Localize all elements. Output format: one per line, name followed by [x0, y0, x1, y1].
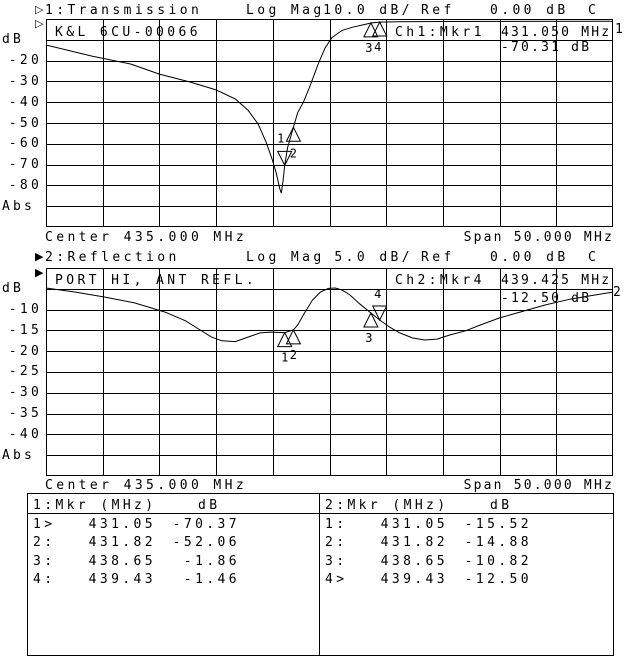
- chart1-ylabel: -40: [8, 95, 42, 110]
- marker-table-header: [320, 494, 613, 514]
- marker-freq: 431.82: [88, 535, 156, 551]
- chart2-annotation: PORT HI, ANT REFL.: [55, 273, 258, 288]
- chart1-scale-label: 10.0 dB/: [323, 3, 413, 18]
- chart2-ylabel: -20: [8, 344, 42, 359]
- marker-table-db-header: dB: [198, 498, 221, 513]
- marker-row: [28, 554, 319, 572]
- chart2-ylabel: -30: [8, 385, 42, 400]
- chart1-ylabel: dB: [2, 32, 25, 47]
- marker-db: -14.88: [464, 535, 532, 551]
- channel1-corner-indicator-icon: ▷: [35, 17, 44, 30]
- marker-3-label: 3: [365, 40, 373, 55]
- chart2-marker-frequency: 439.425 MHz: [501, 273, 612, 288]
- chart2-format-label: Log Mag: [246, 250, 325, 265]
- chart1-span: Span 50.000 MHz: [463, 230, 614, 245]
- marker-table-db-header: dB: [490, 498, 513, 513]
- channel2-header-indicator-icon: ▶: [35, 250, 44, 263]
- marker-id: 3:: [325, 553, 348, 569]
- chart1-title: 1:Transmission: [45, 3, 203, 18]
- chart2-ylabel: dB: [2, 281, 25, 296]
- chart2-channel-badge: 2: [613, 285, 621, 300]
- chart2-ref-value: 0.00 dB: [490, 250, 569, 265]
- marker-id: 1:: [325, 517, 348, 532]
- channel2-corner-indicator-icon: ▶: [35, 266, 44, 279]
- marker-table-title: 1:Mkr (MHz): [33, 498, 157, 513]
- chart1-channel-badge: 1: [615, 22, 623, 37]
- marker-row: [320, 572, 613, 590]
- marker-1-label: 1: [277, 131, 285, 146]
- marker-table: [27, 493, 614, 656]
- marker-row: [28, 517, 319, 535]
- marker-id: 4:: [33, 572, 56, 588]
- marker-row: [28, 535, 319, 553]
- chart2-ylabel: -10: [8, 302, 42, 317]
- marker-db: -12.50: [464, 572, 532, 588]
- chart2-scale-label: 5.0 dB/: [334, 250, 413, 265]
- marker-2-label: 2: [289, 146, 298, 161]
- marker-2-label: 2: [289, 347, 298, 362]
- marker-table-panel-ch1: [28, 494, 320, 655]
- marker-4-label: 4: [374, 287, 382, 301]
- chart2-marker-readout-label: Ch2:Mkr4: [395, 273, 485, 288]
- marker-table-title: 2:Mkr (MHz): [325, 498, 449, 513]
- marker-row: [320, 517, 613, 535]
- marker-freq: 439.43: [380, 572, 448, 588]
- chart2-ylabel: -35: [8, 406, 42, 421]
- chart2-ylabel: -25: [8, 364, 42, 379]
- chart1-marker-readout-label: Ch1:Mkr1: [395, 25, 485, 40]
- marker-table-header: [28, 494, 319, 514]
- chart1-annotation: K&L 6CU-00066: [55, 25, 201, 40]
- chart2-center-frequency: Center 435.000 MHz: [45, 478, 248, 493]
- marker-id: 2:: [33, 535, 56, 551]
- chart1-format-label: Log Mag: [246, 3, 325, 18]
- chart2-ref-label: Ref: [421, 250, 455, 265]
- marker-freq: 431.05: [380, 517, 448, 532]
- marker-freq: 438.65: [380, 553, 448, 569]
- marker-row: [320, 535, 613, 553]
- marker-id: 4>: [325, 572, 348, 588]
- chart1-ylabel: -50: [8, 116, 42, 131]
- chart2-ylabel: Abs: [2, 448, 36, 463]
- chart1-ylabel: -30: [8, 74, 42, 89]
- marker-id: 1>: [33, 517, 56, 532]
- marker-row: [320, 554, 613, 572]
- marker-row: [28, 572, 319, 590]
- chart2-cal-status: C: [588, 250, 600, 265]
- marker-db: -10.82: [464, 553, 532, 569]
- marker-1-label: 1: [281, 350, 289, 365]
- chart1-ylabel: -70: [8, 157, 42, 172]
- channel1-header-indicator-icon: ▷: [35, 3, 44, 16]
- marker-freq: 439.43: [88, 572, 156, 588]
- chart1-ref-label: Ref: [421, 3, 455, 18]
- chart1-ylabel: -80: [8, 178, 42, 193]
- chart2-ylabel: -40: [8, 427, 42, 442]
- marker-freq: 438.65: [88, 553, 156, 569]
- chart1-ylabel: Abs: [2, 199, 36, 214]
- chart1-ylabel: -20: [8, 53, 42, 68]
- marker-db: -1.46: [183, 572, 240, 588]
- chart1-cal-status: C: [588, 3, 600, 18]
- marker-db: -52.06: [172, 535, 240, 551]
- chart1-ref-value: 0.00 dB: [490, 3, 569, 18]
- marker-id: 3:: [33, 553, 56, 569]
- marker-db: -1.86: [183, 553, 240, 569]
- marker-db: -15.52: [464, 517, 532, 532]
- marker-table-panel-ch2: [320, 494, 613, 655]
- chart1-marker-value: -70.31 dB: [501, 40, 592, 55]
- chart1-ylabel: -60: [8, 136, 42, 151]
- marker-freq: 431.82: [380, 535, 448, 551]
- marker-4-label: 4: [374, 40, 382, 54]
- chart2-title: 2:Reflection: [45, 250, 180, 265]
- chart2-ylabel: -15: [8, 323, 42, 338]
- chart1-center-frequency: Center 435.000 MHz: [45, 230, 248, 245]
- marker-db: -70.37: [172, 517, 240, 532]
- marker-freq: 431.05: [88, 517, 156, 532]
- chart1-marker-frequency: 431.050 MHz: [501, 25, 612, 40]
- chart2-span: Span 50.000 MHz: [463, 478, 614, 493]
- chart2-marker-value: -12.50 dB: [501, 291, 592, 306]
- marker-id: 2:: [325, 535, 348, 551]
- marker-3-label: 3: [365, 331, 373, 345]
